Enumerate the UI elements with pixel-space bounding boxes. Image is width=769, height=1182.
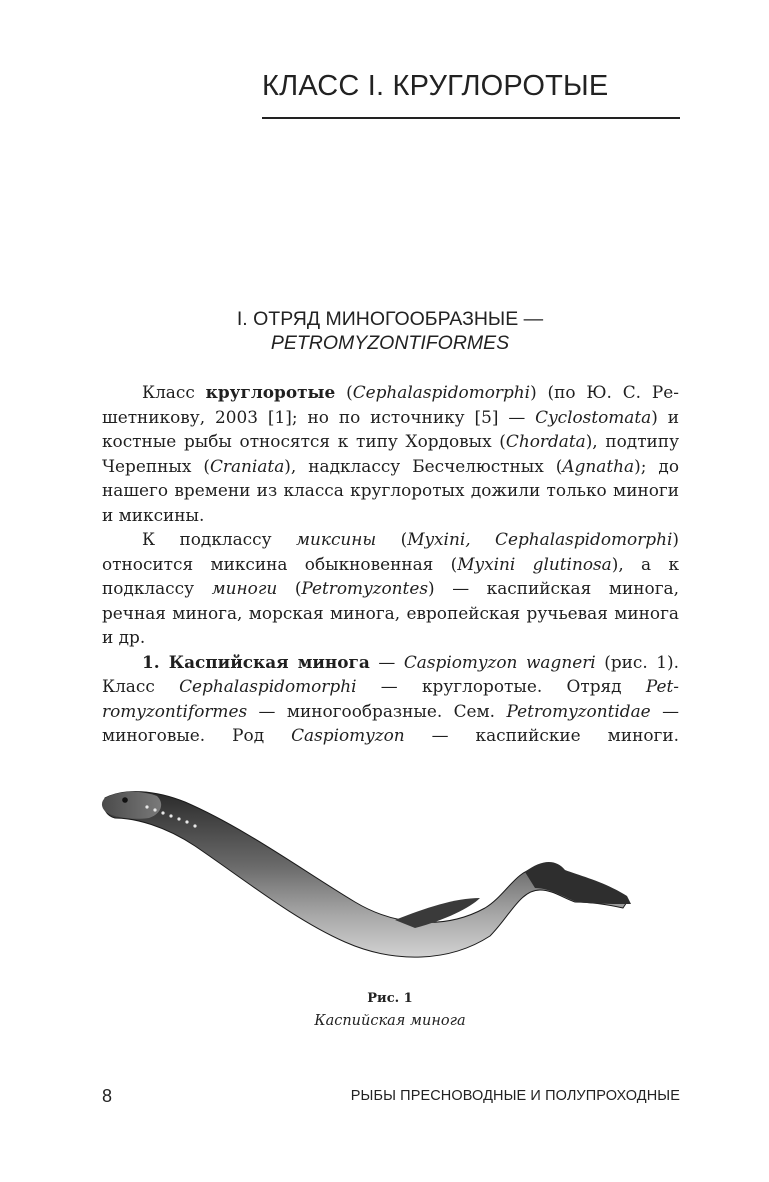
chapter-rule [262, 117, 680, 119]
figure-number: Рис. 1 [367, 991, 413, 1006]
lamprey-eye [122, 797, 128, 803]
page-number: 8 [102, 1086, 113, 1106]
lamprey-illustration [95, 780, 675, 980]
figure-caption: Каспийская минога [314, 1013, 466, 1029]
section-title-latin: PETROMYZONTIFORMES [270, 332, 510, 354]
paragraph-1: Класс круглоротые (Cephalaspidomorphi) (по Ю. С. Решетникову, 2003 [1]; но по источнику [5] — Cyclostomata) и костные рыбы относятся к типу Хордовых (Chordata), подтипу Черепных (Craniata), надклассу Бесчелюстных (Agnatha); до нашего времени из класса круглоротых дожили только миноги и миксины. [102, 382, 680, 525]
paragraph-2: К подклассу миксины (Myxini, Cephalaspidomorphi) относится миксина обыкновенная (Myxini glutinosa), а к подклассу миноги (Petromyzontes) — каспийская минога, речная минога, морская минога, европейская ручьевая минога и др. [102, 529, 680, 647]
section-title [100, 307, 680, 355]
running-footer: РЫБЫ ПРЕСНОВОДНЫЕ И ПОЛУПРОХОДНЫЕ [350, 1088, 680, 1104]
chapter-title: КЛАСС I. КРУГЛОРОТЫЕ [262, 70, 609, 102]
lamprey-tail-fin [525, 862, 631, 904]
body-text [102, 380, 679, 748]
section-title-line1: I. ОТРЯД МИНОГООБРАЗНЫЕ — [236, 308, 544, 330]
paragraph-3: 1. Каспийская минога — Caspiomyzon wagneri (рис. 1). Класс Cephalaspidomorphi — круглоротые. Отряд Petromyzontiformes — миногообразные. Сем. Petromyzontidae — миноговые. Род Caspiomyzon — каспийские миноги. [102, 651, 679, 745]
